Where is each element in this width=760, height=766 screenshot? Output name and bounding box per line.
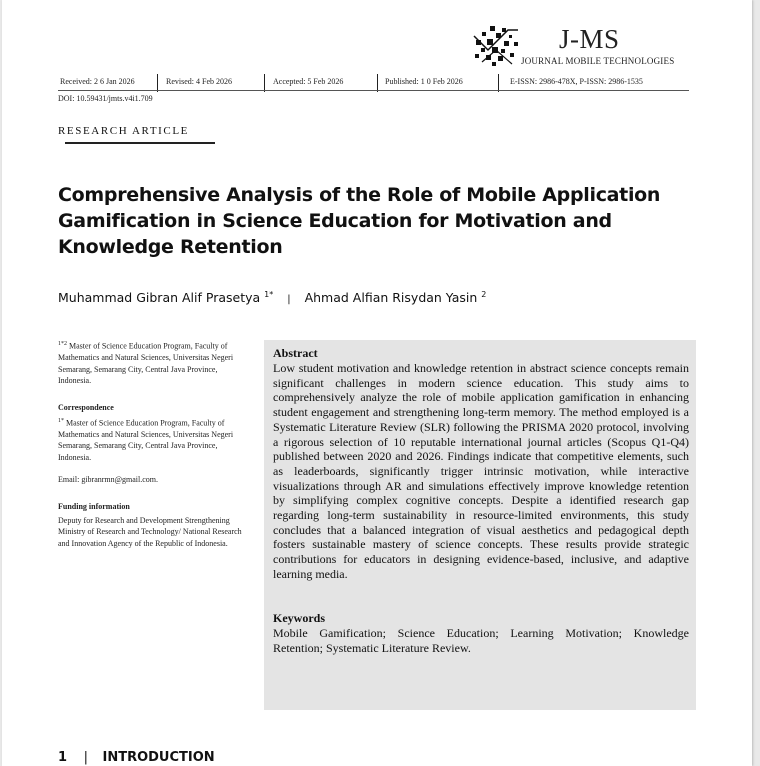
- affiliation: [58, 339, 248, 387]
- paper-title: Comprehensive Analysis of the Role of Mobile Application Gamification in Science Education for Motivation and Knowledge Retention: [58, 184, 661, 258]
- article-type-underline: [65, 142, 215, 144]
- issn: E-ISSN: 2986-478X, P-ISSN: 2986-1535: [510, 77, 643, 86]
- keywords-heading: Keywords: [273, 611, 325, 625]
- author-list: [58, 290, 486, 305]
- author-name: Muhammad Gibran Alif Prasetya: [58, 290, 261, 306]
- keywords-text: Mobile Gamification; Science Education; Learning Motivation; Knowledge Retention; Systematic Literature Review.: [273, 626, 689, 655]
- correspondence-text: Master of Science Education Program, Faculty of Mathematics and Natural Sciences, Universitas Negeri Semarang, Semarang City, Central Java Province, Indonesia.: [58, 418, 234, 462]
- author-separator: |: [287, 294, 291, 306]
- journal-logo-icon: [472, 24, 522, 68]
- journal-abbreviation: J-MS: [559, 24, 620, 54]
- revised-date: Revised: 4 Feb 2026: [166, 77, 232, 86]
- journal-name: JOURNAL MOBILE TECHNOLOGIES: [521, 56, 675, 66]
- header-rule: [58, 90, 689, 91]
- abstract-text: Low student motivation and knowledge retention in abstract science concepts remain significant challenges in modern science education. This study aims to comprehensively analyze the role of mobile application gamification in enhancing student engagement and strengthening long-term memory. The method employed is a Systematic Literature Review (SLR) following the PRISMA 2020 protocol, involving a rigorous selection of 10 reputable international journal articles (Scopus Q1-Q4) published between 2020 and 2026. Findings indicate that competitive elements, such as leaderboards, significantly trigger intrinsic motivation, while interactive visualizations through AR and simulations effectively improve knowledge retention by simplifying complex cognitive concepts. Despite a identified research gap regarding long-term sustainability in resource-limited environments, this study concludes that a balanced integration of visual aesthetics and pedagogical depth fosters sustainable mastery of science concepts. These results provide strategic contributions for educators in designing evidence-based, inclusive, and adaptive learning media.: [273, 361, 689, 581]
- affiliation-mark: 1*2: [58, 341, 67, 347]
- doi: DOI: 10.59431/jmts.v4i1.709: [58, 94, 153, 103]
- funding-information: [58, 501, 248, 549]
- section-number: 1: [58, 750, 68, 765]
- section-separator: |: [83, 750, 88, 765]
- published-date: Published: 1 0 Feb 2026: [385, 77, 463, 86]
- funding-heading: Funding information: [58, 502, 130, 511]
- correspondence-heading: Correspondence: [58, 403, 114, 412]
- section-title: INTRODUCTION: [102, 750, 215, 765]
- article-type: RESEARCH ARTICLE: [58, 125, 189, 137]
- correspondence: [58, 402, 248, 463]
- author-affiliation-mark: 1*: [264, 290, 274, 299]
- accepted-date: Accepted: 5 Feb 2026: [273, 77, 344, 86]
- author-affiliation-mark: 2: [481, 290, 487, 299]
- section-heading: [58, 750, 215, 765]
- affiliation-text: Master of Science Education Program, Faculty of Mathematics and Natural Sciences, Universitas Negeri Semarang, Semarang City, Central Java Province, Indonesia.: [58, 341, 234, 386]
- correspondence-mark: 1*: [58, 417, 64, 424]
- paper-page: [2, 0, 752, 766]
- abstract-heading: Abstract: [273, 346, 318, 360]
- funding-text: Deputy for Research and Development Strengthening Ministry of Research and Technology/ National Research and Innovation Agency of the Republic of Indonesia.: [58, 515, 242, 548]
- received-date: Received: 2 6 Jan 2026: [60, 77, 135, 86]
- author-name: Ahmad Alfian Risydan Yasin: [304, 290, 478, 306]
- email: Email: gibranrmn@gmail.com.: [58, 475, 159, 484]
